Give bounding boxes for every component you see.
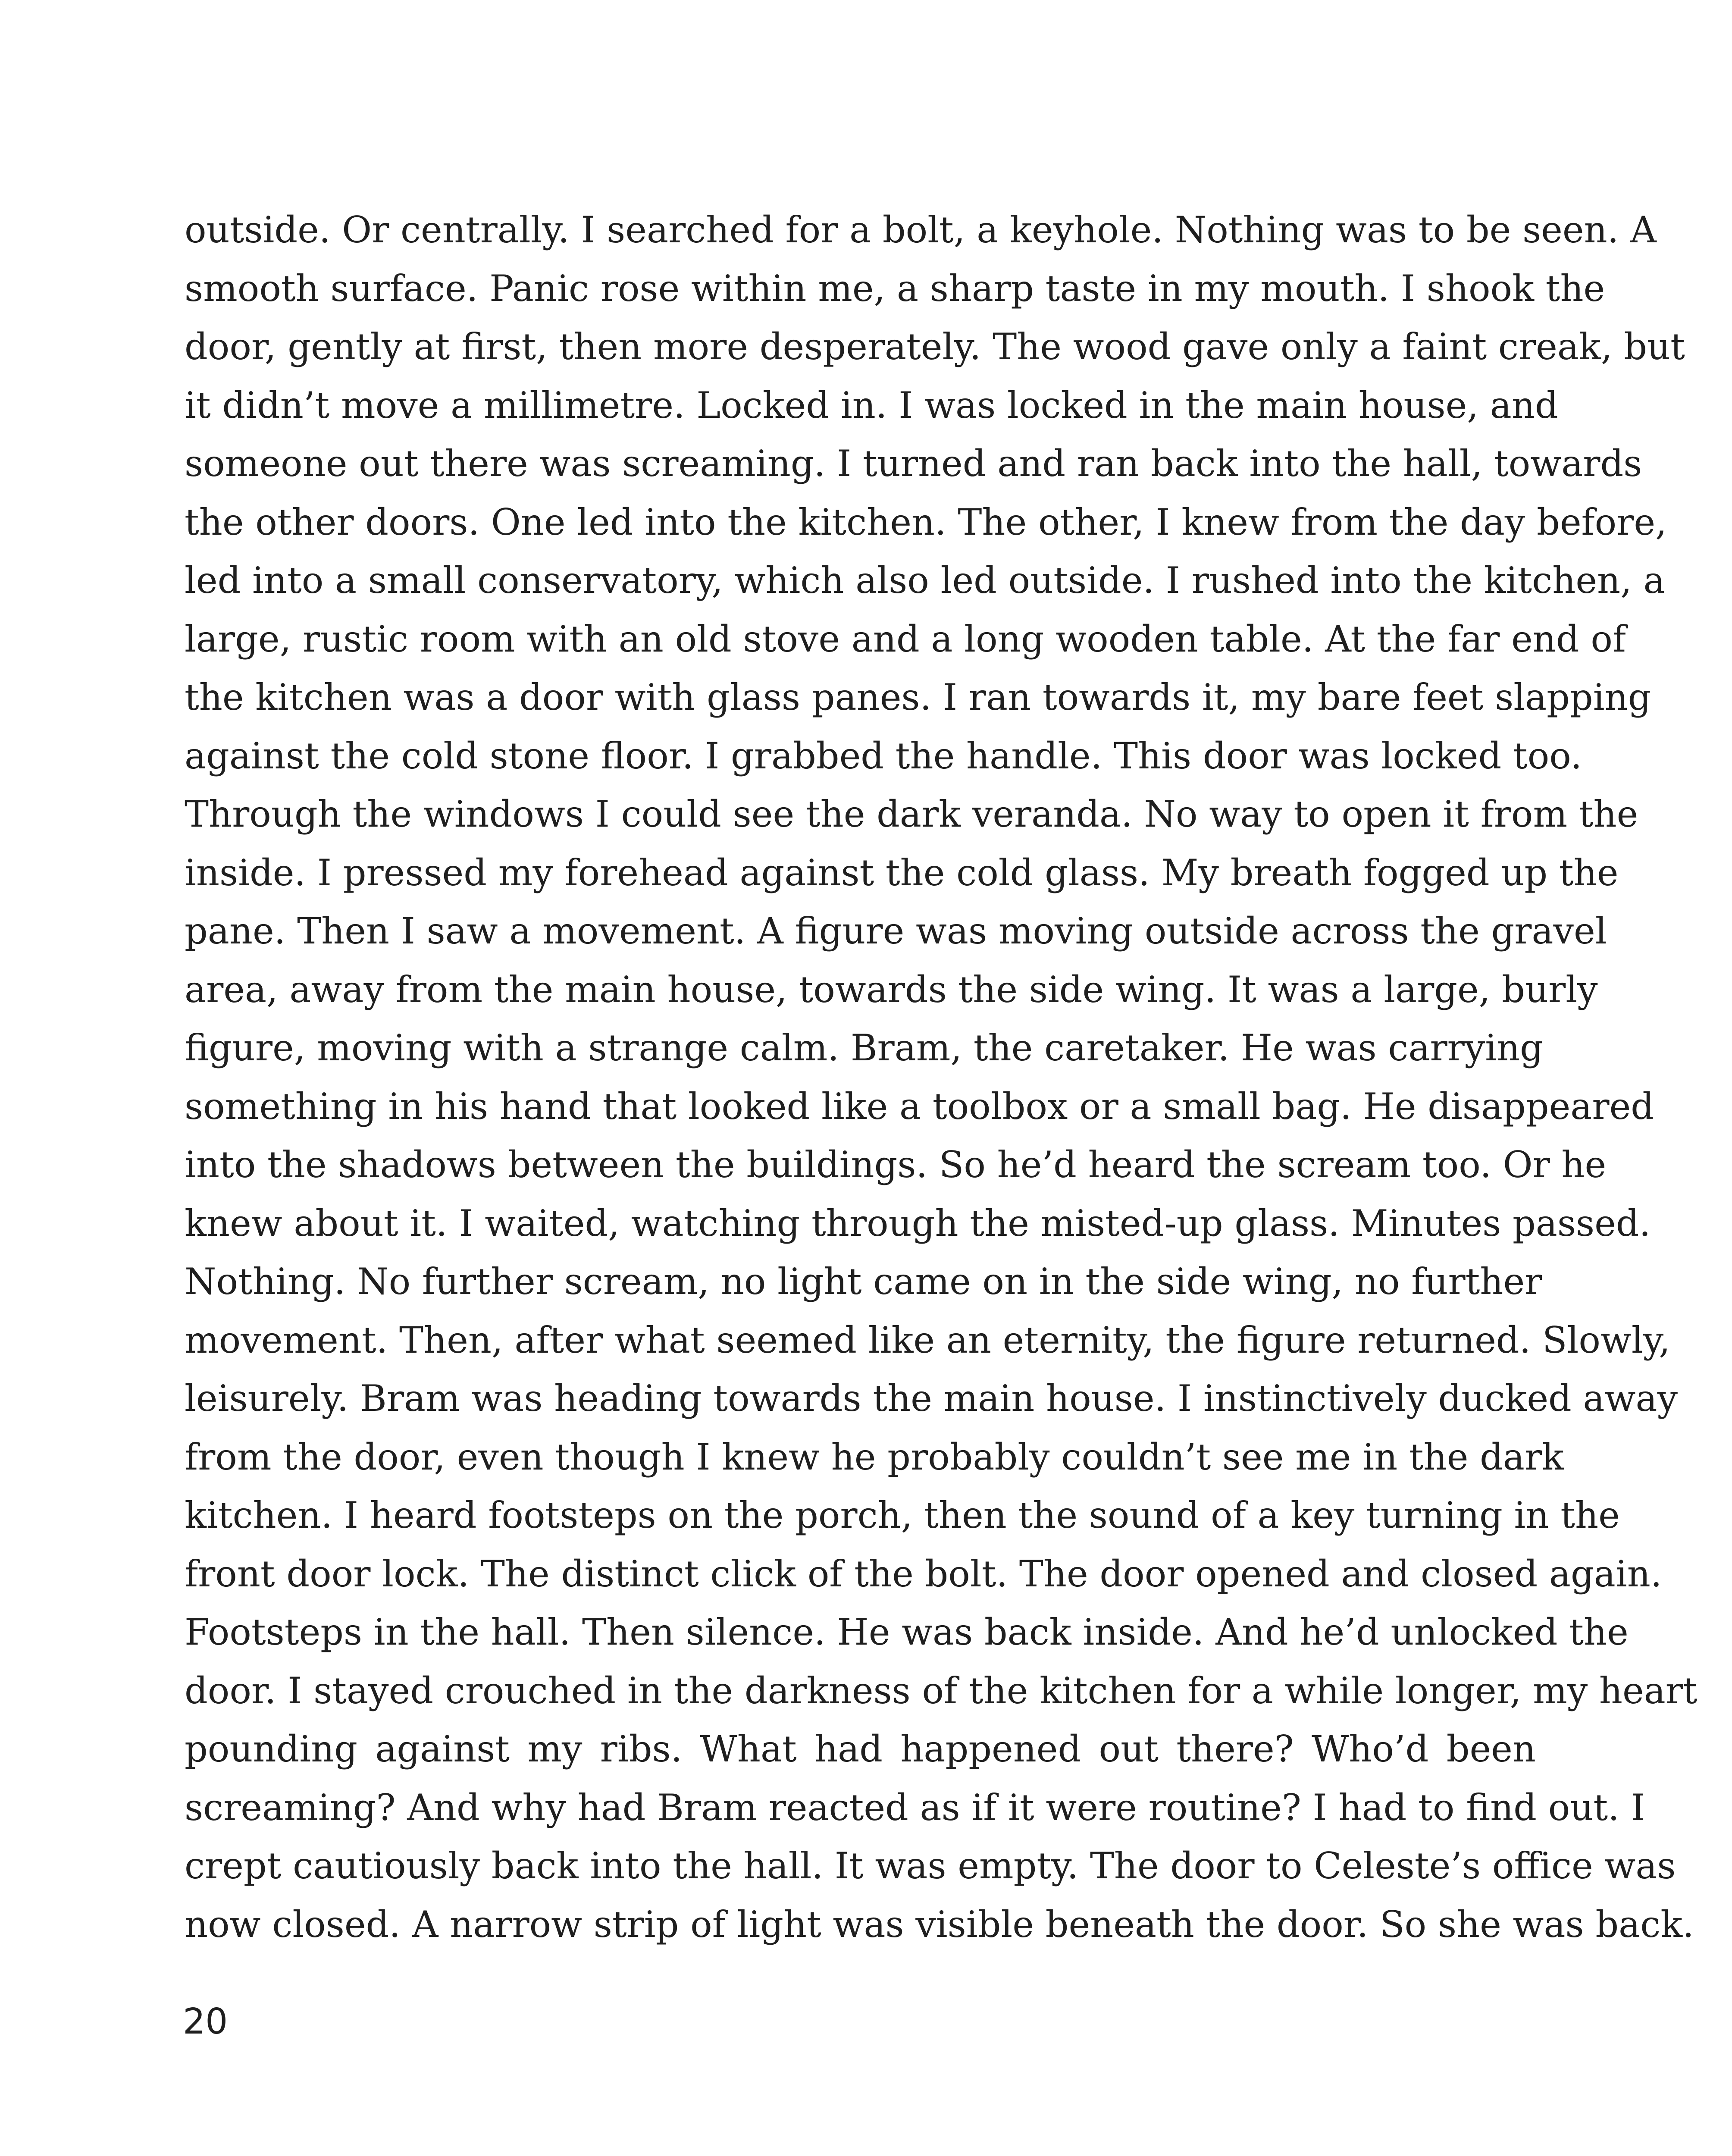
- text-line: it didn’t move a millimetre. Locked in. I was locked in the main house, and: [185, 384, 1558, 426]
- text-line: pane. Then I saw a movement. A figure was moving outside across the gravel: [185, 910, 1607, 952]
- text-line: movement. Then, after what seemed like an eternity, the figure returned. Slowly,: [185, 1319, 1670, 1361]
- text-line: someone out there was screaming. I turned and ran back into the hall, towards: [185, 442, 1642, 485]
- text-line: against the cold stone floor. I grabbed the handle. This door was locked too.: [185, 734, 1582, 777]
- text-line: the kitchen was a door with glass panes. I ran towards it, my bare feet slapping: [185, 676, 1651, 718]
- body-text: [185, 201, 1698, 1954]
- text-line: now closed. A narrow strip of light was visible beneath the door. So she was back.: [185, 1903, 1694, 1946]
- text-line: figure, moving with a strange calm. Bram, the caretaker. He was carrying: [185, 1027, 1543, 1069]
- page-number: 20: [183, 2001, 228, 2042]
- text-line: knew about it. I waited, watching through the misted-up glass. Minutes passed.: [185, 1202, 1651, 1244]
- text-line: door, gently at first, then more desperately. The wood gave only a faint creak, but: [185, 326, 1685, 368]
- text-line: leisurely. Bram was heading towards the main house. I instinctively ducked away: [185, 1377, 1678, 1420]
- text-line: screaming? And why had Bram reacted as if it were routine? I had to find out. I: [185, 1786, 1645, 1829]
- text-line: Nothing. No further scream, no light came on in the side wing, no further: [185, 1260, 1542, 1303]
- text-line: pounding against my ribs. What had happened out there? Who’d been: [185, 1728, 1536, 1770]
- text-line: from the door, even though I knew he probably couldn’t see me in the dark: [185, 1435, 1564, 1478]
- text-line: Footsteps in the hall. Then silence. He was back inside. And he’d unlocked the: [185, 1611, 1629, 1653]
- text-line: door. I stayed crouched in the darkness of the kitchen for a while longer, my heart: [185, 1669, 1698, 1712]
- text-line: Through the windows I could see the dark veranda. No way to open it from the: [185, 793, 1638, 835]
- text-line: large, rustic room with an old stove and a long wooden table. At the far end of: [185, 617, 1626, 660]
- text-line: the other doors. One led into the kitchen. The other, I knew from the day before,: [185, 501, 1667, 543]
- text-line: outside. Or centrally. I searched for a bolt, a keyhole. Nothing was to be seen. A: [185, 209, 1657, 251]
- text-line: area, away from the main house, towards the side wing. It was a large, burly: [185, 968, 1598, 1011]
- text-line: into the shadows between the buildings. So he’d heard the scream too. Or he: [185, 1144, 1607, 1186]
- text-line: inside. I pressed my forehead against the cold glass. My breath fogged up the: [185, 851, 1619, 894]
- text-line: led into a small conservatory, which also led outside. I rushed into the kitchen, a: [185, 559, 1665, 602]
- text-line: front door lock. The distinct click of the bolt. The door opened and closed again.: [185, 1552, 1662, 1595]
- text-line: smooth surface. Panic rose within me, a sharp taste in my mouth. I shook the: [185, 267, 1605, 310]
- text-line: kitchen. I heard footsteps on the porch, then the sound of a key turning in the: [185, 1494, 1620, 1536]
- text-line: something in his hand that looked like a toolbox or a small bag. He disappeared: [185, 1085, 1654, 1128]
- text-line: crept cautiously back into the hall. It was empty. The door to Celeste’s office was: [185, 1845, 1676, 1887]
